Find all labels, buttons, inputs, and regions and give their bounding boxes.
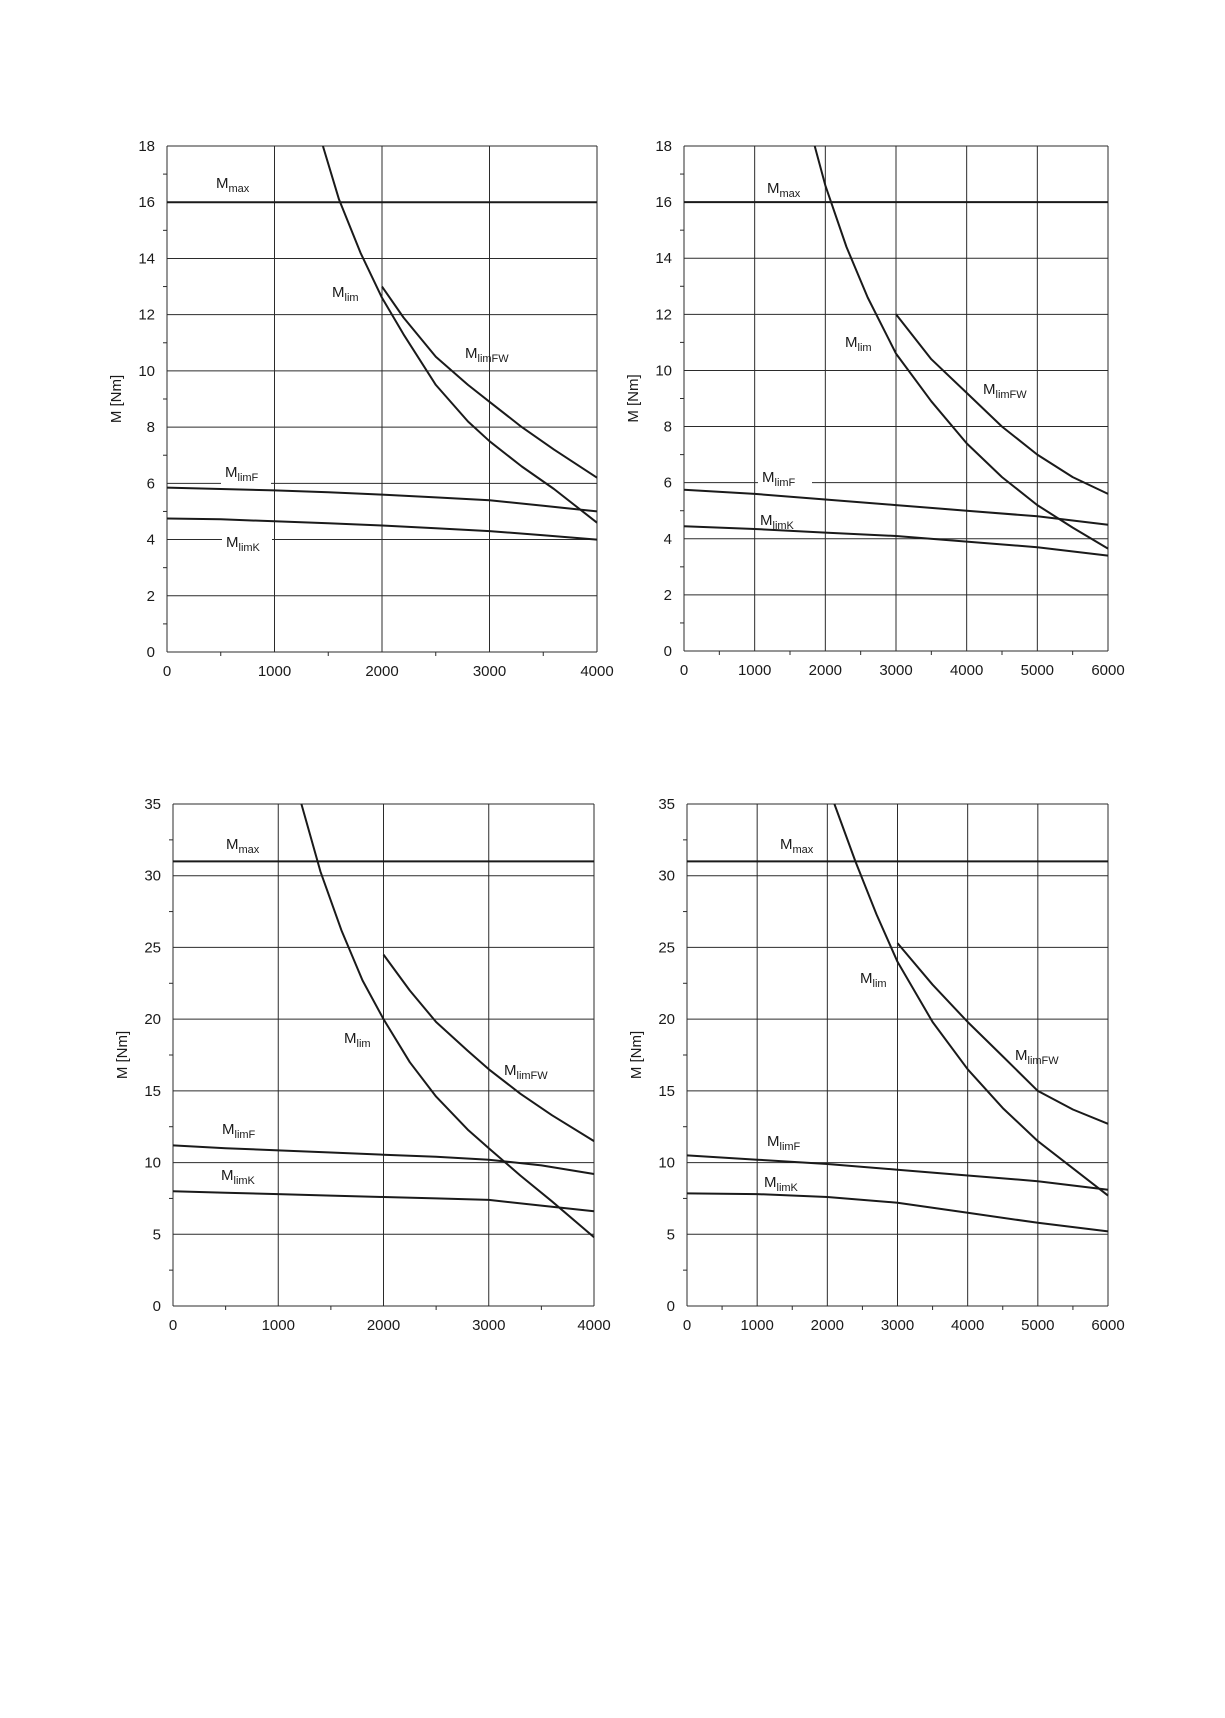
series-label-mmax: $M_{max}$	[780, 836, 814, 856]
x-tick-label: 3000	[879, 662, 913, 679]
x-tick-label: 1000	[740, 1317, 774, 1334]
x-tick-label: 6000	[1091, 1317, 1125, 1334]
y-axis-label: M [Nm]	[108, 374, 125, 424]
x-tick-label: 1000	[737, 662, 772, 679]
y-tick-label: 4	[663, 530, 672, 548]
series-label-mlimk: $M_{limK}$	[226, 534, 260, 554]
chart-3	[114, 796, 611, 1334]
series-label-mlimk: $M_{limK}$	[764, 1174, 798, 1194]
y-tick-label: 5	[666, 1226, 675, 1244]
series-line-mlimfw	[896, 314, 1108, 494]
y-tick-label: 10	[655, 362, 672, 380]
series-label-mlim: $M_{lim}$	[845, 334, 872, 354]
x-tick-label: 0	[682, 1317, 692, 1334]
y-tick-label: 0	[152, 1298, 161, 1315]
y-tick-label: 16	[138, 194, 155, 212]
y-tick-label: 8	[146, 419, 155, 437]
y-tick-label: 8	[663, 418, 672, 436]
x-tick-label: 4000	[950, 1317, 985, 1334]
y-tick-label: 10	[138, 362, 155, 380]
series-label-mlimfw: $M_{limFW}$	[504, 1062, 548, 1082]
x-tick-label: 0	[162, 663, 172, 680]
x-tick-label: 4000	[949, 662, 984, 679]
series-line-mlim	[834, 804, 1108, 1196]
y-tick-label: 5	[152, 1226, 161, 1244]
x-tick-label: 6000	[1091, 662, 1125, 679]
y-tick-label: 12	[138, 306, 155, 324]
y-tick-label: 30	[144, 867, 161, 885]
y-tick-label: 14	[655, 250, 672, 268]
y-tick-label: 15	[658, 1082, 675, 1100]
y-tick-label: 14	[138, 250, 155, 268]
y-tick-label: 16	[655, 194, 672, 212]
series-label-mmax: $M_{max}$	[767, 180, 801, 200]
x-tick-label: 2000	[810, 1317, 845, 1334]
series-label-mmax: $M_{max}$	[216, 175, 250, 195]
chart-4	[628, 796, 1125, 1334]
y-tick-label: 30	[658, 867, 675, 885]
y-tick-label: 12	[655, 306, 672, 324]
x-tick-label: 4000	[580, 663, 614, 680]
chart-1	[108, 138, 614, 680]
series-label-mlim: $M_{lim}$	[860, 970, 887, 990]
y-tick-label: 0	[146, 644, 155, 661]
x-tick-label: 3000	[472, 1317, 506, 1334]
chart-2	[625, 138, 1125, 679]
y-tick-label: 20	[144, 1011, 161, 1029]
series-label-mlimf: $M_{limF}$	[222, 1121, 256, 1141]
y-axis-label: M [Nm]	[114, 1030, 131, 1080]
y-tick-label: 10	[658, 1154, 675, 1172]
x-tick-label: 2000	[808, 662, 843, 679]
x-tick-label: 3000	[880, 1317, 915, 1334]
series-line-mlim	[301, 804, 594, 1237]
series-label-mlimf: $M_{limF}$	[225, 464, 259, 484]
x-tick-label: 5000	[1020, 662, 1055, 679]
y-tick-label: 15	[144, 1082, 161, 1100]
y-tick-label: 18	[655, 138, 672, 155]
x-tick-label: 0	[168, 1317, 178, 1334]
series-label-mlim: $M_{lim}$	[332, 284, 359, 304]
x-tick-label: 1000	[257, 663, 292, 680]
series-label-mlimk: $M_{limK}$	[221, 1167, 255, 1187]
y-tick-label: 18	[138, 138, 155, 155]
y-tick-label: 20	[658, 1011, 675, 1029]
x-tick-label: 4000	[577, 1317, 611, 1334]
x-tick-label: 1000	[261, 1317, 295, 1334]
y-tick-label: 6	[663, 474, 672, 492]
y-tick-label: 2	[663, 586, 672, 604]
y-axis-label: M [Nm]	[628, 1030, 645, 1080]
x-tick-label: 2000	[366, 1317, 401, 1334]
x-tick-label: 5000	[1021, 1317, 1055, 1334]
series-line-mlimfw	[898, 943, 1109, 1124]
x-tick-label: 3000	[472, 663, 507, 680]
y-tick-label: 35	[144, 796, 161, 813]
series-label-mlimfw: $M_{limFW}$	[983, 381, 1027, 401]
y-tick-label: 4	[146, 531, 155, 549]
y-tick-label: 0	[663, 643, 672, 660]
series-label-mlim: $M_{lim}$	[344, 1030, 371, 1050]
y-tick-label: 2	[146, 587, 155, 605]
y-tick-label: 0	[666, 1298, 675, 1315]
y-tick-label: 25	[144, 939, 161, 957]
series-label-mlimf: $M_{limF}$	[762, 469, 796, 489]
y-tick-label: 10	[144, 1154, 161, 1172]
series-label-mlimfw: $M_{limFW}$	[1015, 1047, 1059, 1067]
series-label-mlimk: $M_{limK}$	[760, 512, 794, 532]
series-label-mmax: $M_{max}$	[226, 836, 260, 856]
y-tick-label: 25	[658, 939, 675, 957]
x-tick-label: 2000	[365, 663, 399, 680]
x-tick-label: 0	[679, 662, 689, 679]
y-axis-label: M [Nm]	[625, 374, 642, 423]
y-tick-label: 6	[146, 475, 155, 493]
series-label-mlimf: $M_{limF}$	[767, 1133, 801, 1153]
y-tick-label: 35	[658, 796, 675, 813]
series-label-mlimfw: $M_{limFW}$	[465, 345, 509, 365]
